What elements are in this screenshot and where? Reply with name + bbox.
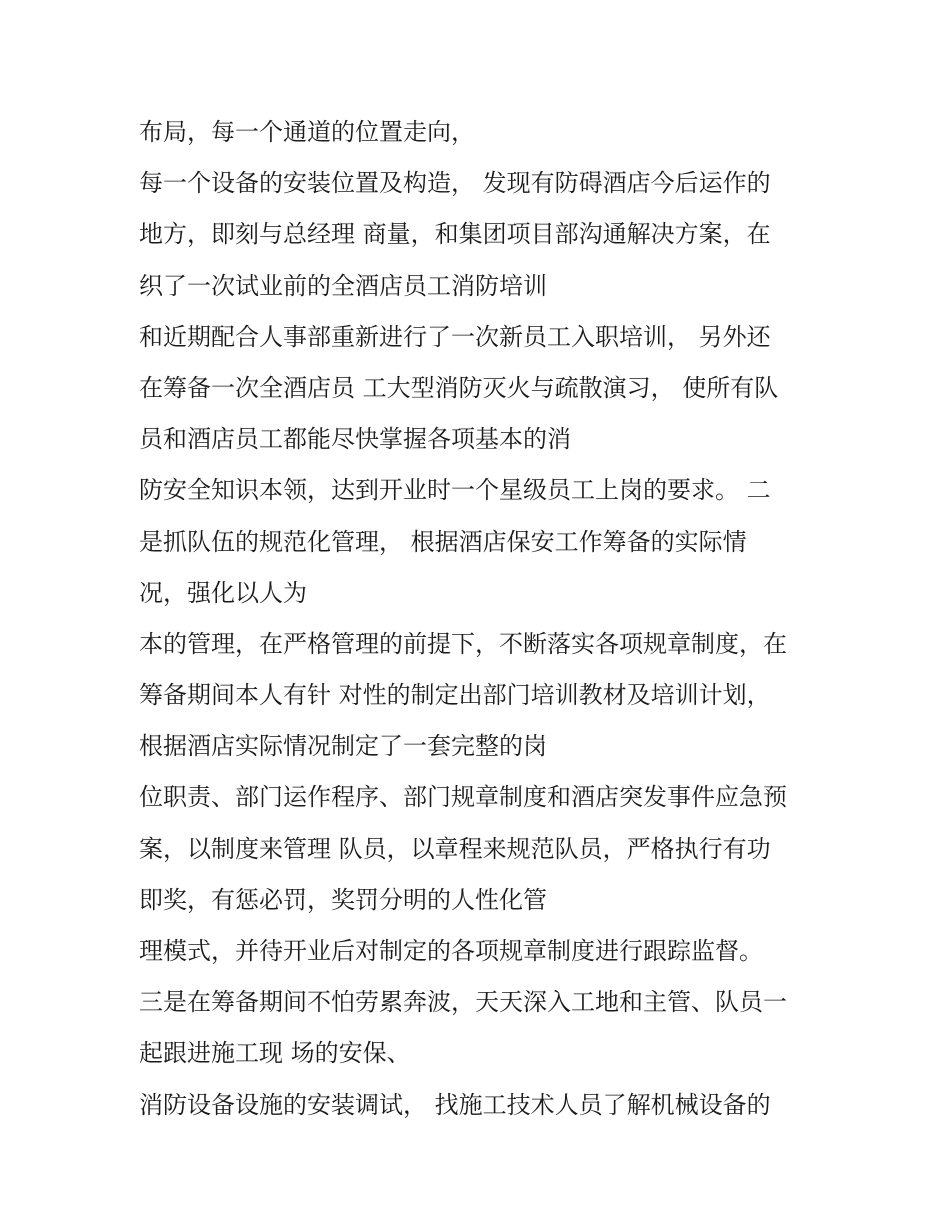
text-line: 即奖，有惩必罚，奖罚分明的人性化管 <box>139 885 547 914</box>
text-line: 位职责、部门运作程序、部门规章制度和酒店突发事件应急预 <box>139 783 787 812</box>
text-line: 案，以制度来管理 队员，以章程来规范队员，严格执行有功 <box>139 834 771 863</box>
text-line: 起跟进施工现 场的安保、 <box>139 1039 411 1068</box>
text-line: 理模式，并待开业后对制定的各项规章制度进行跟踪监督。 <box>139 937 763 965</box>
text-line: 地方，即刻与总经理 商量，和集团项目部沟通解决方案，在 <box>139 220 771 249</box>
text-line: 消防设备设施的安装调试， 找施工技术人员了解机械设备的 <box>139 1090 771 1119</box>
text-line: 防安全知识本领，达到开业时一个星级员工上岗的要求。 二 <box>139 476 771 505</box>
text-line: 织了一次试业前的全酒店员工消防培训 <box>139 271 547 300</box>
text-line: 员和酒店员工都能尽快掌握各项基本的消 <box>139 425 571 454</box>
text-line: 本的管理，在严格管理的前提下，不断落实各项规章制度，在 <box>139 629 787 658</box>
text-line: 每一个设备的安装位置及构造， 发现有防碍酒店今后运作的 <box>139 169 771 198</box>
text-line: 在筹备一次全酒店员 工大型消防灭火与疏散演习， 使所有队 <box>139 373 779 402</box>
text-line: 筹备期间本人有针 对性的制定出部门培训教材及培训计划， <box>139 681 771 710</box>
text-line: 布局，每一个通道的位置走向， <box>139 118 475 146</box>
text-line: 根据酒店实际情况制定了一套完整的岗 <box>139 732 547 761</box>
text-line: 况，强化以人为 <box>139 578 307 607</box>
text-line: 和近期配合人事部重新进行了一次新员工入职培训， 另外还 <box>139 322 771 351</box>
text-line: 三是在筹备期间不怕劳累奔波，天天深入工地和主管、队员一 <box>139 988 787 1017</box>
text-line: 是抓队伍的规范化管理， 根据酒店保安工作筹备的实际情 <box>139 527 747 556</box>
document-body <box>139 107 839 1131</box>
